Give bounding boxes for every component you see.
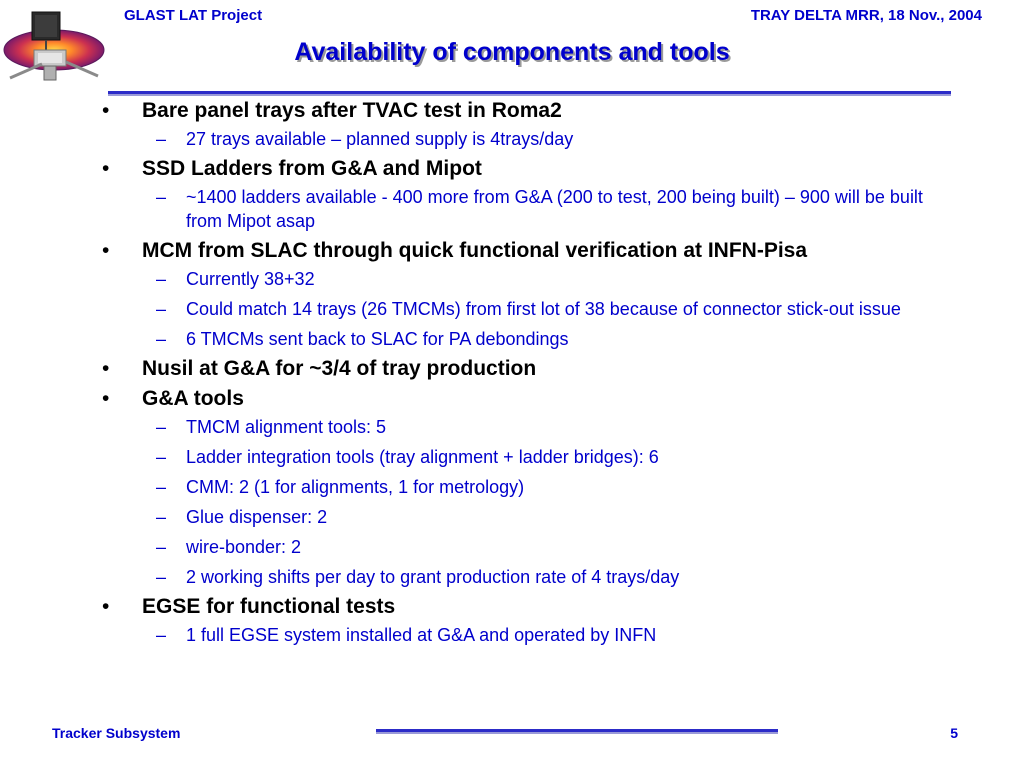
sub-bullet-item [96,623,976,647]
sub-bullet-item [96,297,976,321]
bullet-marker: • [102,357,110,380]
dash-marker: – [156,447,167,467]
sub-bullet-text: 27 trays available – planned supply is 4trays/day [186,129,574,149]
sub-bullet-text: Currently 38+32 [186,269,315,289]
dash-marker: – [156,129,167,149]
dash-marker: – [156,329,167,349]
bullet-marker: • [102,157,110,180]
sub-bullet-item [96,185,976,233]
bullet-text: Bare panel trays after TVAC test in Roma2 [142,99,562,122]
header-event: TRAY DELTA MRR, 18 Nov., 2004 [750,7,982,24]
footer-subsystem: Tracker Subsystem [52,725,181,741]
dash-marker: – [156,625,167,645]
dash-marker: – [156,187,167,207]
bullet-text: Nusil at G&A for ~3/4 of tray production [142,357,537,380]
bullet-marker: • [102,387,110,410]
sub-bullet-text: wire-bonder: 2 [186,537,302,557]
dash-marker: – [156,507,167,527]
sub-bullet-text: Could match 14 trays (26 TMCMs) from first lot of 38 because of connector stick-out issue [186,299,901,319]
bullet-text: EGSE for functional tests [142,595,396,618]
sub-bullet-text: 2 working shifts per day to grant production rate of 4 trays/day [186,567,680,587]
sub-bullet-text: CMM: 2 (1 for alignments, 1 for metrology) [186,477,525,497]
dash-marker: – [156,537,167,557]
sub-bullet-text: 6 TMCMs sent back to SLAC for PA debondings [186,329,569,349]
dash-marker: – [156,269,167,289]
sub-bullet-text: Glue dispenser: 2 [186,507,328,527]
sub-bullet-item [96,445,976,469]
bullet-item [96,594,976,619]
slide-title: Availability of components and tools [294,38,730,66]
sub-bullet-text: TMCM alignment tools: 5 [186,417,387,437]
bullet-item [96,386,976,411]
dash-marker: – [156,567,167,587]
page-number: 5 [950,725,958,741]
bullet-marker: • [102,595,110,618]
bullet-text: MCM from SLAC through quick functional verification at INFN-Pisa [142,239,808,262]
sub-bullet-item [96,565,976,589]
sub-bullet-item [96,267,976,291]
dash-marker: – [156,299,167,319]
bullet-marker: • [102,239,110,262]
sub-bullet-text: ~1400 ladders available - 400 more from G&A (200 to test, 200 being built) – 900 will be built from Mipot asap [186,187,923,231]
bullet-item [96,156,976,181]
sub-bullet-item [96,475,976,499]
sub-bullet-text: 1 full EGSE system installed at G&A and operated by INFN [186,625,657,645]
sub-bullet-item [96,535,976,559]
bullet-item [96,238,976,263]
bullet-list [96,98,976,647]
sub-bullet-text: Ladder integration tools (tray alignment + ladder bridges): 6 [186,447,659,467]
header-project: GLAST LAT Project [124,7,263,24]
bullet-text: G&A tools [142,387,244,410]
bullet-text: SSD Ladders from G&A and Mipot [142,157,482,180]
sub-bullet-item [96,505,976,529]
sub-bullet-item [96,127,976,151]
title-divider [108,91,951,96]
bullet-item [96,356,976,381]
dash-marker: – [156,417,167,437]
footer-divider [376,729,778,734]
sub-bullet-item [96,415,976,439]
dash-marker: – [156,477,167,497]
bullet-marker: • [102,99,110,122]
bullet-item [96,98,976,123]
sub-bullet-item [96,327,976,351]
